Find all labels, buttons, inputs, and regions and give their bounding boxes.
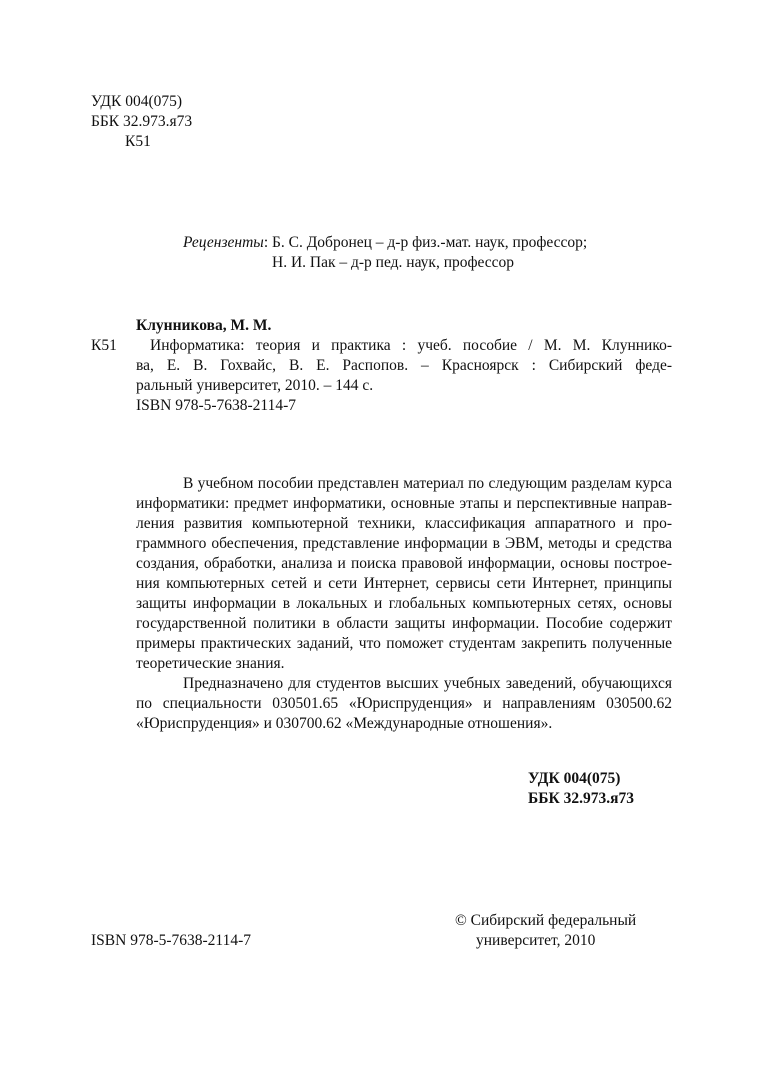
udk-code: УДК 004(075) — [91, 93, 183, 110]
catalog-title-line: ва, Е. В. Гохвайс, В. Е. Распопов. – Красноярск : Сибирский феде- — [136, 357, 672, 374]
reviewers-first: : Б. С. Добронец – д-р физ.-мат. наук, профессор; — [263, 234, 588, 251]
reviewers-label: Рецензенты — [183, 234, 264, 251]
annotation-line: В учебном пособии представлен материал по следующим разделам курса — [183, 475, 672, 492]
annotation-line: защиты информации в локальных и глобальных компьютерных сетях, основы — [136, 595, 672, 612]
bbk-code: ББК 32.973.я73 — [91, 113, 193, 130]
annotation-line: граммного обеспечения, представление информации в ЭВМ, методы и средства — [136, 535, 672, 552]
catalog-title-line: ральный университет, 2010. – 144 с. — [136, 377, 374, 394]
catalog-mark: К51 — [91, 337, 117, 354]
reviewers-line-2: Н. И. Пак – д-р пед. наук, профессор — [272, 254, 515, 271]
author-mark: К51 — [125, 133, 151, 150]
catalog-title-line: Информатика: теория и практика : учеб. пособие / М. М. Клуннико- — [150, 337, 672, 354]
annotation-line: ления развития компьютерной техники, классификация аппаратного и про- — [136, 515, 672, 532]
footer-bbk-code: ББК 32.973.я73 — [528, 790, 634, 807]
annotation-line: примеры практических заданий, что поможет студентам закрепить полученные — [136, 635, 672, 652]
annotation-line: «Юриспруденция» и 030700.62 «Международные отношения». — [136, 715, 553, 732]
reviewers-line-1 — [183, 233, 587, 253]
catalog-isbn: ISBN 978-5-7638-2114-7 — [136, 397, 297, 414]
annotation-line: Предназначено для студентов высших учебных заведений, обучающихся — [183, 675, 672, 692]
annotation-line: информатики: предмет информатики, основные этапы и перспективные направ- — [136, 495, 672, 512]
copyright-line-2: университет, 2010 — [476, 932, 596, 949]
annotation-line: ния компьютерных сетей и сети Интернет, сервисы сети Интернет, принципы — [136, 575, 672, 592]
footer-isbn: ISBN 978-5-7638-2114-7 — [91, 932, 252, 949]
catalog-author: Клунникова, М. М. — [136, 317, 272, 334]
annotation-line: теоретические знания. — [136, 655, 285, 672]
annotation-line: государственной политики в области защиты информации. Пособие содержит — [136, 615, 672, 632]
footer-udk-code: УДК 004(075) — [528, 770, 621, 787]
annotation-line: по специальности 030501.65 «Юриспруденция» и направлениям 030500.62 — [136, 695, 672, 712]
copyright-line-1: © Сибирский федеральный — [455, 912, 637, 929]
annotation-line: создания, обработки, анализа и поиска правовой информации, основы построе- — [136, 555, 672, 572]
